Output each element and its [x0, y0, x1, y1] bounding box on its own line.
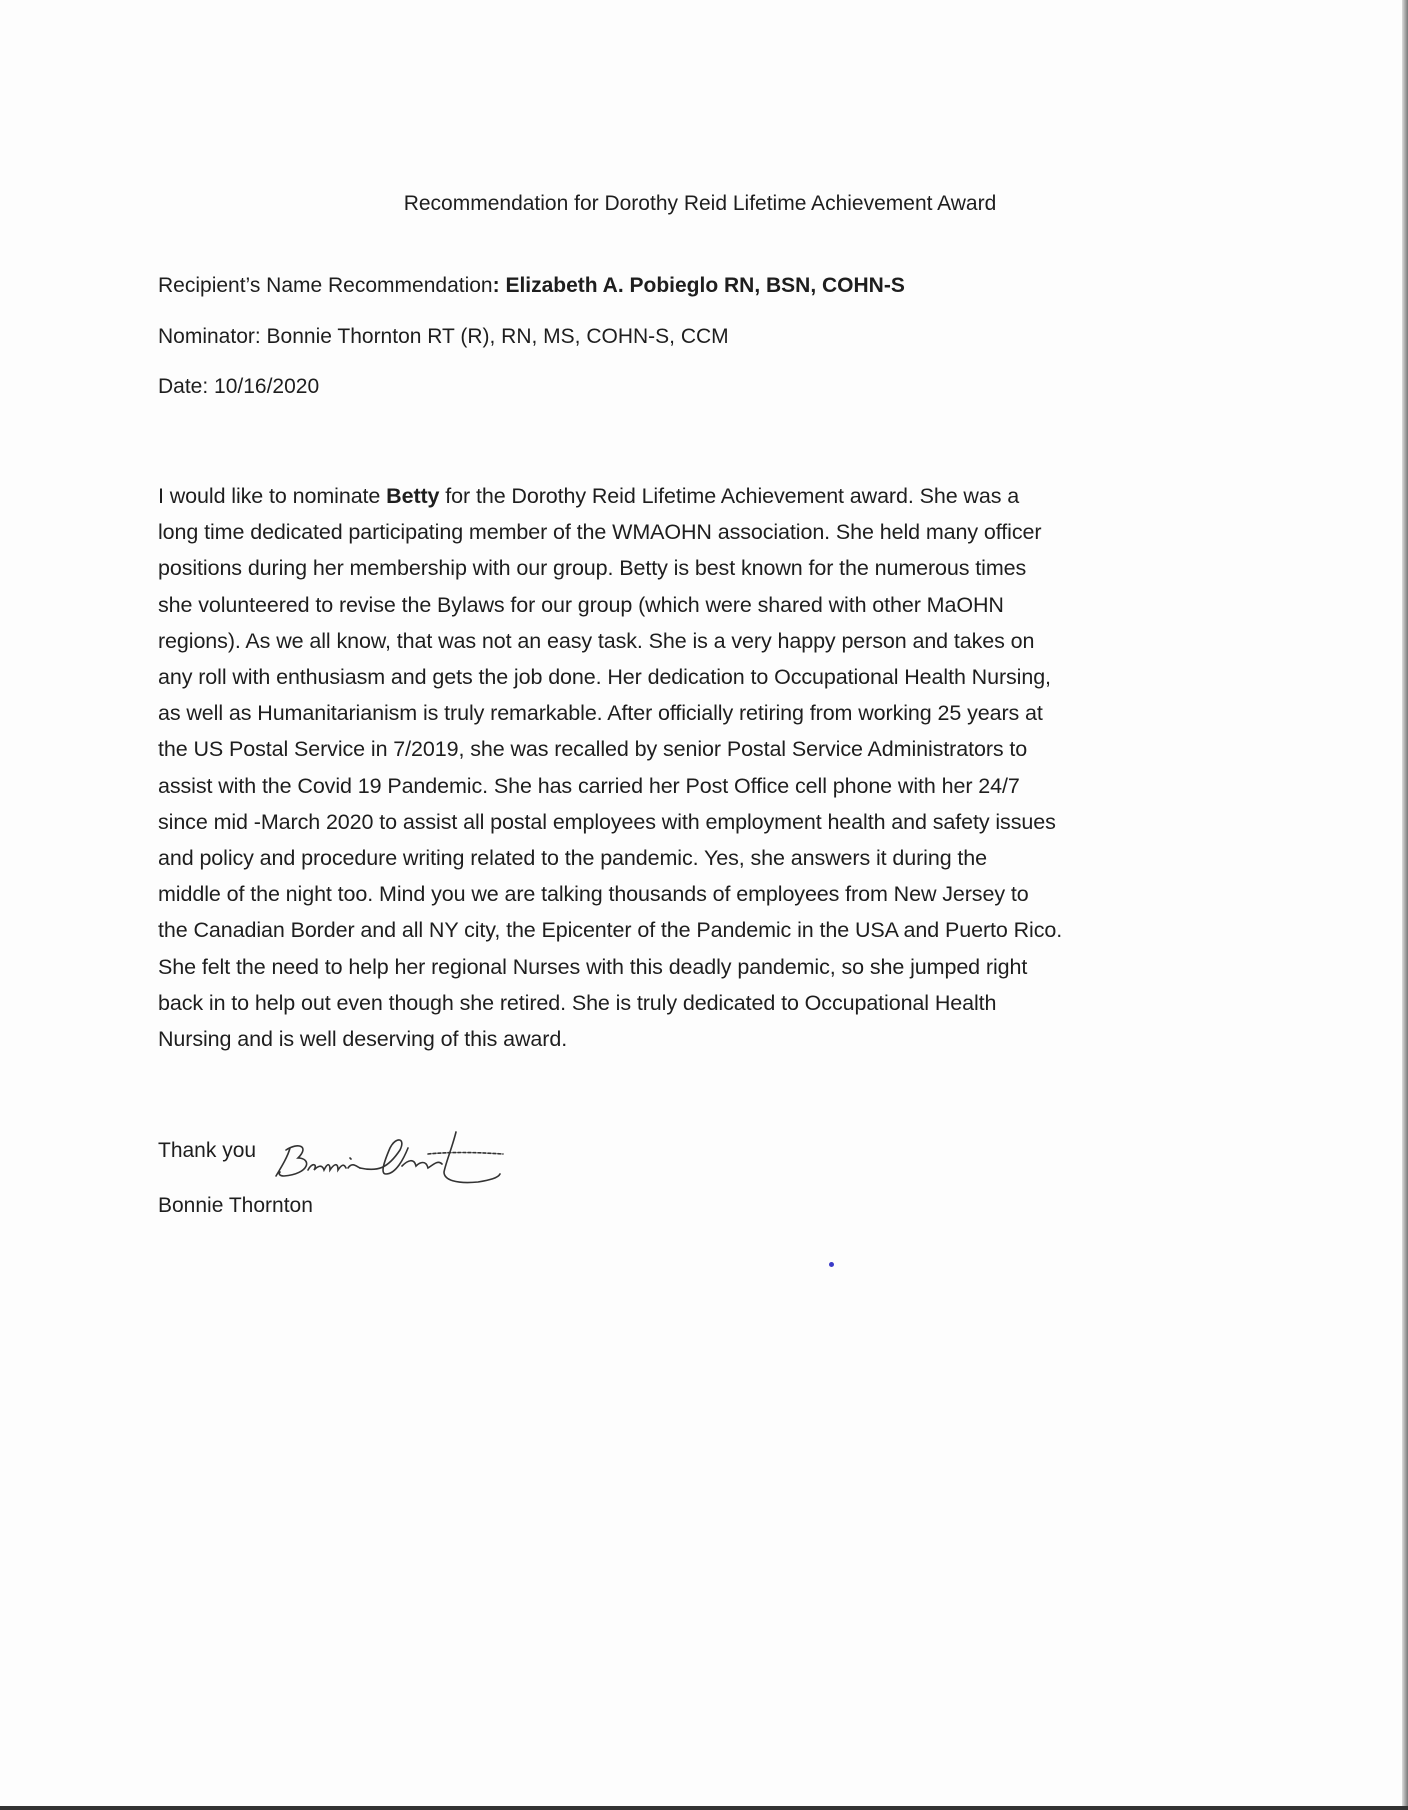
- body-line: as well as Humanitarianism is truly remarkable. After officially retiring from working 25 years at: [158, 701, 1043, 726]
- handwritten-signature: [268, 1128, 513, 1198]
- scan-edge-right: [1402, 0, 1408, 1810]
- scan-edge-bottom: [0, 1806, 1408, 1810]
- nominee-nickname: Betty: [386, 484, 440, 508]
- body-line: positions during her membership with our group. Betty is best known for the numerous times: [158, 556, 1027, 581]
- body-line: She felt the need to help her regional Nurses with this deadly pandemic, so she jumped right: [158, 954, 1028, 979]
- body-line: Nursing and is well deserving of this award.: [158, 1027, 568, 1052]
- body-line: and policy and procedure writing related to the pandemic. Yes, she answers it during the: [158, 846, 988, 871]
- recipient-name: Elizabeth A. Pobieglo RN, BSN, COHN-S: [505, 274, 905, 297]
- date-line: Date: 10/16/2020: [158, 375, 320, 398]
- body-line: back in to help out even though she retired. She is truly dedicated to Occupational Health: [158, 990, 997, 1015]
- body-line: since mid -March 2020 to assist all postal employees with employment health and safety issues: [158, 809, 1056, 834]
- body-line: [158, 478, 1062, 514]
- body-line: any roll with enthusiasm and gets the job done. Her dedication to Occupational Health Nursing,: [158, 665, 1051, 690]
- body-line: long time dedicated participating member of the WMAOHN association. She held many officer: [158, 520, 1042, 545]
- body-text: I would like to nominate: [158, 484, 387, 508]
- body-line: the US Postal Service in 7/2019, she was recalled by senior Postal Service Administrators to: [158, 737, 1028, 762]
- body-text: for the Dorothy Reid Lifetime Achievement award. She was a: [439, 484, 1020, 508]
- ink-dot: [829, 1262, 834, 1267]
- body-line: regions). As we all know, that was not an easy task. She is a very happy person and takes on: [158, 628, 1035, 653]
- signer-name: Bonnie Thornton: [158, 1194, 313, 1217]
- body-line: she volunteered to revise the Bylaws for our group (which were shared with other MaOHN: [158, 592, 1004, 617]
- nominator-line: Nominator: Bonnie Thornton RT (R), RN, MS, COHN-S, CCM: [158, 325, 729, 348]
- body-line: middle of the night too. Mind you we are talking thousands of employees from New Jersey to: [158, 882, 1029, 907]
- document-title: Recommendation for Dorothy Reid Lifetime Achievement Award: [403, 192, 997, 215]
- recipient-line: [158, 274, 905, 298]
- body-line: assist with the Covid 19 Pandemic. She has carried her Post Office cell phone with her 24/7: [158, 773, 1020, 798]
- nomination-body: [158, 478, 1062, 1057]
- body-line: the Canadian Border and all NY city, the Epicenter of the Pandemic in the USA and Puerto Rico.: [158, 918, 1063, 943]
- recipient-colon: :: [492, 274, 506, 297]
- closing: Thank you: [158, 1139, 257, 1162]
- recipient-label: Recipient’s Name Recommendation: [158, 274, 493, 297]
